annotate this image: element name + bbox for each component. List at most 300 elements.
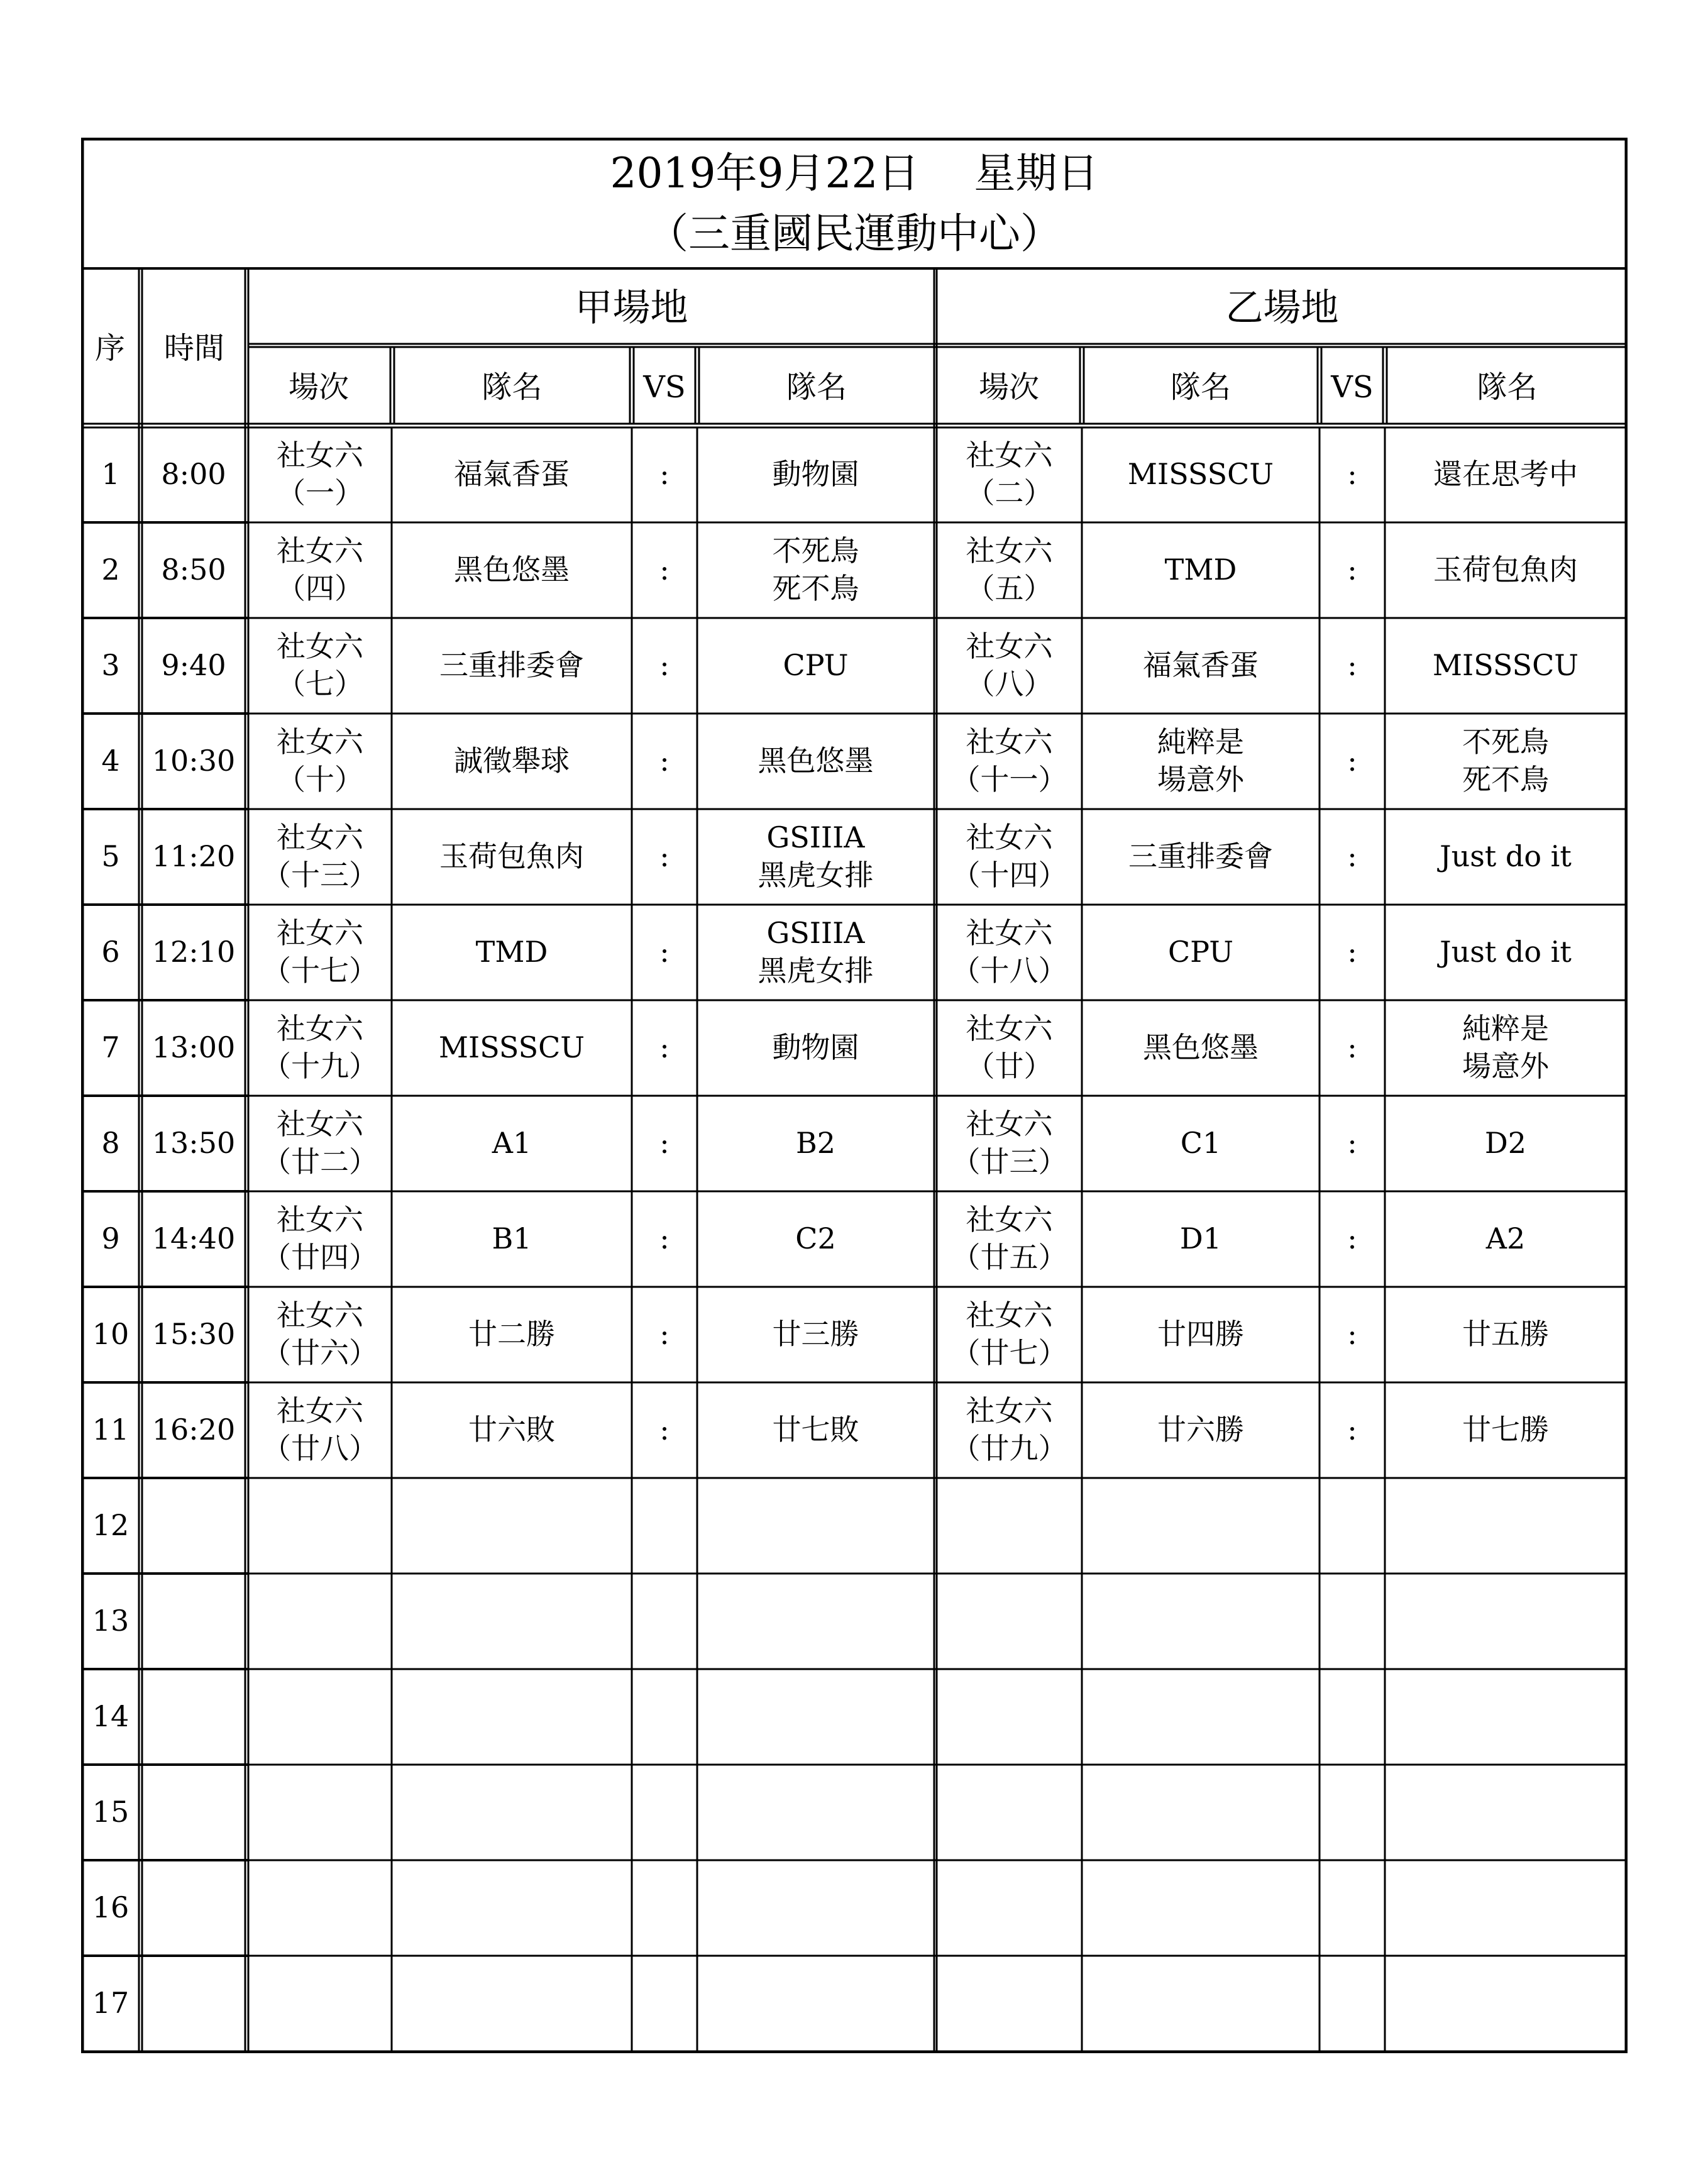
row-11-b-vs	[1320, 1382, 1385, 1478]
cell-text: 場意外	[1462, 1049, 1549, 1083]
row-1-a-vs	[632, 427, 697, 522]
row-11-b-team2	[1385, 1382, 1626, 1478]
row-14-a-team2	[697, 1669, 934, 1765]
cell-text: 不死鳥	[772, 534, 859, 568]
row-3-a-team1	[392, 618, 632, 714]
cell-text: :	[659, 1126, 669, 1160]
cell-text: 13:50	[152, 1126, 236, 1160]
row-3-a-vs	[632, 618, 697, 714]
row-16-seq	[82, 1860, 139, 1956]
row-15-b-match	[937, 1765, 1082, 1860]
row-12-a-team1	[392, 1478, 632, 1574]
row-1-b-team1	[1082, 427, 1320, 522]
cell-text: 社女六	[966, 1107, 1053, 1142]
row-4-a-vs	[632, 714, 697, 809]
cell-text: 3	[101, 648, 120, 683]
cell-text: C1	[1180, 1126, 1221, 1160]
row-3-a-match	[248, 618, 392, 714]
row-2-b-vs	[1320, 522, 1385, 618]
row-9-a-match	[248, 1191, 392, 1287]
row-3-seq	[82, 618, 139, 714]
cell-text: 純粹是	[1462, 1012, 1549, 1046]
row-4-b-team2	[1385, 714, 1626, 809]
cell-text: 社女六	[277, 1394, 363, 1428]
row-3-b-match	[937, 618, 1082, 714]
row-9-b-vs	[1320, 1191, 1385, 1287]
row-15-time	[142, 1765, 245, 1860]
cell-text: 純粹是	[1157, 725, 1244, 759]
row-6-b-vs	[1320, 905, 1385, 1000]
row-2-b-team1	[1082, 522, 1320, 618]
cell-text: （八）	[966, 667, 1053, 701]
cell-text: 社女六	[277, 534, 363, 568]
row-5-b-match	[937, 809, 1082, 905]
cell-text: :	[1347, 457, 1357, 492]
row-3-b-team2	[1385, 618, 1626, 714]
row-5-b-team1	[1082, 809, 1320, 905]
row-3-b-team1	[1082, 618, 1320, 714]
cell-text: MISSSCU	[1432, 648, 1579, 683]
row-17-b-match	[937, 1956, 1082, 2051]
cell-text: 動物園	[772, 457, 859, 492]
cell-text: 9	[101, 1221, 120, 1256]
cell-text: :	[659, 457, 669, 492]
cell-text: :	[1347, 1221, 1357, 1256]
seq-header: 序	[94, 330, 125, 366]
cell-text: :	[1347, 553, 1357, 587]
row-11-a-team2	[697, 1382, 934, 1478]
sheet-header	[81, 138, 1628, 270]
row-3-time	[142, 618, 245, 714]
cell-text: :	[659, 839, 669, 874]
row-6-a-vs	[632, 905, 697, 1000]
row-17-a-match	[248, 1956, 392, 2051]
row-7-b-team1	[1082, 1000, 1320, 1096]
cell-text: 2	[101, 553, 120, 587]
cell-text: 玉荷包魚肉	[439, 839, 584, 874]
cell-text: 社女六	[277, 820, 363, 855]
cell-text: 16:20	[152, 1413, 236, 1447]
row-12-a-match	[248, 1478, 392, 1574]
cell-text: 廿六敗	[468, 1413, 555, 1447]
cell-text: （十）	[277, 763, 363, 797]
row-14-time	[142, 1669, 245, 1765]
row-12-seq	[82, 1478, 139, 1574]
cell-text: 12	[92, 1508, 129, 1543]
cell-text: 15	[92, 1795, 129, 1829]
cell-text: （十一）	[951, 763, 1067, 797]
row-14-a-vs	[632, 1669, 697, 1765]
row-7-b-team2	[1385, 1000, 1626, 1096]
row-6-a-team1	[392, 905, 632, 1000]
cell-text: 13:00	[152, 1030, 236, 1065]
row-8-b-team1	[1082, 1096, 1320, 1191]
cell-text: （十四）	[951, 858, 1067, 892]
row-1-a-team1	[392, 427, 632, 522]
cell-text: （廿八）	[262, 1431, 378, 1465]
cell-text: 誠徵舉球	[454, 744, 570, 778]
row-7-b-vs	[1320, 1000, 1385, 1096]
row-9-a-vs	[632, 1191, 697, 1287]
row-4-seq	[82, 714, 139, 809]
row-11-b-match	[937, 1382, 1082, 1478]
cell-text: 12:10	[152, 935, 236, 969]
row-12-b-match	[937, 1478, 1082, 1574]
cell-text: （十三）	[262, 858, 378, 892]
cell-text: 社女六	[966, 820, 1053, 855]
venue-b-match-header: 場次	[978, 369, 1039, 405]
row-13-b-vs	[1320, 1574, 1385, 1669]
row-5-a-team1	[392, 809, 632, 905]
cell-text: :	[1347, 1126, 1357, 1160]
row-2-time	[142, 522, 245, 618]
row-5-a-vs	[632, 809, 697, 905]
row-14-seq	[82, 1669, 139, 1765]
cell-text: :	[1347, 935, 1357, 969]
cell-text: 死不鳥	[1462, 763, 1549, 797]
row-5-b-vs	[1320, 809, 1385, 905]
row-16-time	[142, 1860, 245, 1956]
cell-text: 社女六	[966, 1394, 1053, 1428]
row-8-a-match	[248, 1096, 392, 1191]
cell-text: MISSSCU	[438, 1030, 585, 1065]
cell-text: :	[1347, 1317, 1357, 1352]
row-6-a-team2	[697, 905, 934, 1000]
row-1-time	[142, 427, 245, 522]
cell-text: （廿六）	[262, 1336, 378, 1370]
cell-text: （二）	[966, 476, 1053, 510]
row-9-a-team2	[697, 1191, 934, 1287]
venue-a-team2-header: 隊名	[786, 369, 847, 405]
cell-text: （十九）	[262, 1049, 378, 1083]
row-11-b-team1	[1082, 1382, 1320, 1478]
cell-text: 場意外	[1157, 763, 1244, 797]
cell-text: 社女六	[277, 725, 363, 759]
cell-text: 15:30	[152, 1317, 236, 1352]
row-14-a-match	[248, 1669, 392, 1765]
cell-text: :	[1347, 1030, 1357, 1065]
row-16-b-team2	[1385, 1860, 1626, 1956]
row-7-time	[142, 1000, 245, 1096]
row-15-a-vs	[632, 1765, 697, 1860]
row-1-a-match	[248, 427, 392, 522]
row-13-b-team2	[1385, 1574, 1626, 1669]
venue-a-team1-header: 隊名	[482, 369, 543, 405]
cell-text: CPU	[1167, 935, 1234, 969]
row-12-a-team2	[697, 1478, 934, 1574]
cell-text: 社女六	[966, 916, 1053, 951]
cell-text: :	[659, 935, 669, 969]
cell-text: 5	[101, 839, 120, 874]
row-6-seq	[82, 905, 139, 1000]
row-8-b-team2	[1385, 1096, 1626, 1191]
row-5-a-team2	[697, 809, 934, 905]
row-4-a-match	[248, 714, 392, 809]
cell-text: 社女六	[966, 438, 1053, 473]
cell-text: 9:40	[161, 648, 226, 683]
cell-text: （廿九）	[951, 1431, 1067, 1465]
row-7-a-match	[248, 1000, 392, 1096]
row-8-a-vs	[632, 1096, 697, 1191]
row-1-seq	[82, 427, 139, 522]
cell-text: A2	[1485, 1221, 1526, 1256]
row-12-time	[142, 1478, 245, 1574]
cell-text: 玉荷包魚肉	[1433, 553, 1578, 587]
row-2-seq	[82, 522, 139, 618]
row-15-seq	[82, 1765, 139, 1860]
cell-text: 10:30	[152, 744, 236, 778]
cell-text: 還在思考中	[1433, 457, 1578, 492]
row-4-a-team1	[392, 714, 632, 809]
cell-text: :	[659, 553, 669, 587]
cell-text: B2	[795, 1126, 836, 1160]
cell-text: :	[659, 1030, 669, 1065]
row-15-b-vs	[1320, 1765, 1385, 1860]
cell-text: （廿二）	[262, 1145, 378, 1179]
cell-text: 13	[92, 1604, 129, 1638]
cell-text: 福氣香蛋	[1143, 648, 1259, 683]
cell-text: 11:20	[152, 839, 236, 874]
cell-text: 黑色悠墨	[1143, 1030, 1259, 1065]
row-10-a-team1	[392, 1287, 632, 1382]
row-14-b-vs	[1320, 1669, 1385, 1765]
cell-text: :	[659, 648, 669, 683]
row-6-time	[142, 905, 245, 1000]
row-14-a-team1	[392, 1669, 632, 1765]
cell-text: （十八）	[951, 954, 1067, 988]
cell-text: :	[1347, 1413, 1357, 1447]
cell-text: D2	[1484, 1126, 1527, 1160]
cell-text: 黑虎女排	[758, 858, 874, 892]
cell-text: 17	[92, 1986, 129, 2020]
cell-text: 社女六	[966, 1298, 1053, 1333]
row-1-b-match	[937, 427, 1082, 522]
row-7-b-match	[937, 1000, 1082, 1096]
cell-text: D1	[1179, 1221, 1222, 1256]
cell-text: 廿六勝	[1157, 1413, 1244, 1447]
cell-text: 6	[101, 935, 120, 969]
cell-text: 社女六	[966, 534, 1053, 568]
row-15-a-match	[248, 1765, 392, 1860]
cell-text: CPU	[783, 648, 849, 683]
cell-text: 14	[92, 1699, 129, 1734]
cell-text: 16	[92, 1890, 129, 1925]
row-14-b-match	[937, 1669, 1082, 1765]
row-5-time	[142, 809, 245, 905]
row-6-a-match	[248, 905, 392, 1000]
venue-b-vs-header: VS	[1331, 369, 1374, 405]
row-16-b-team1	[1082, 1860, 1320, 1956]
row-10-b-match	[937, 1287, 1082, 1382]
row-16-a-team1	[392, 1860, 632, 1956]
venue-b-team2-header: 隊名	[1477, 369, 1538, 405]
cell-text: 黑色悠墨	[454, 553, 570, 587]
row-13-a-match	[248, 1574, 392, 1669]
row-11-a-team1	[392, 1382, 632, 1478]
cell-text: :	[659, 1413, 669, 1447]
row-2-a-team2	[697, 522, 934, 618]
cell-text: :	[1347, 744, 1357, 778]
cell-text: GSIIIA	[766, 916, 865, 951]
row-11-a-vs	[632, 1382, 697, 1478]
schedule-sheet	[81, 138, 1628, 2053]
cell-text: A1	[492, 1126, 532, 1160]
venue-a-match-header: 場次	[288, 369, 349, 405]
row-13-a-vs	[632, 1574, 697, 1669]
row-9-b-team1	[1082, 1191, 1320, 1287]
venue-b-header: 乙場地	[1225, 286, 1339, 330]
row-1-a-team2	[697, 427, 934, 522]
cell-text: （七）	[277, 667, 363, 701]
row-8-time	[142, 1096, 245, 1191]
cell-text: :	[659, 1221, 669, 1256]
cell-text: 11	[92, 1413, 129, 1447]
row-12-a-vs	[632, 1478, 697, 1574]
row-6-b-team2	[1385, 905, 1626, 1000]
cell-text: （五）	[966, 571, 1053, 605]
cell-text: 8	[101, 1126, 120, 1160]
row-11-time	[142, 1382, 245, 1478]
row-5-b-team2	[1385, 809, 1626, 905]
row-17-b-team2	[1385, 1956, 1626, 2051]
cell-text: 社女六	[966, 725, 1053, 759]
row-10-b-vs	[1320, 1287, 1385, 1382]
cell-text: 社女六	[966, 1012, 1053, 1046]
row-17-b-team1	[1082, 1956, 1320, 2051]
row-2-b-match	[937, 522, 1082, 618]
row-10-time	[142, 1287, 245, 1382]
row-12-b-team1	[1082, 1478, 1320, 1574]
row-8-b-vs	[1320, 1096, 1385, 1191]
cell-text: 社女六	[277, 1012, 363, 1046]
cell-text: 8:50	[161, 553, 226, 587]
row-12-b-team2	[1385, 1478, 1626, 1574]
time-header: 時間	[163, 330, 224, 366]
row-8-b-match	[937, 1096, 1082, 1191]
row-17-seq	[82, 1956, 139, 2051]
cell-text: B1	[492, 1221, 532, 1256]
cell-text: TMD	[475, 935, 548, 969]
cell-text: 黑色悠墨	[758, 744, 874, 778]
cell-text: 8:00	[161, 457, 226, 492]
venue-a-vs-header: VS	[643, 369, 686, 405]
row-4-time	[142, 714, 245, 809]
cell-text: 廿二勝	[468, 1317, 555, 1352]
cell-text: （一）	[277, 476, 363, 510]
cell-text: 社女六	[277, 1298, 363, 1333]
row-4-b-match	[937, 714, 1082, 809]
cell-text: 社女六	[277, 629, 363, 664]
cell-text: 社女六	[277, 438, 363, 473]
cell-text: （十七）	[262, 954, 378, 988]
row-10-b-team2	[1385, 1287, 1626, 1382]
row-13-a-team2	[697, 1574, 934, 1669]
cell-text: 三重排委會	[1128, 839, 1273, 874]
cell-text: 社女六	[277, 1203, 363, 1237]
cell-text: 社女六	[277, 916, 363, 951]
row-10-b-team1	[1082, 1287, 1320, 1382]
cell-text: （四）	[277, 571, 363, 605]
row-9-b-team2	[1385, 1191, 1626, 1287]
cell-text: 10	[92, 1317, 129, 1352]
row-13-a-team1	[392, 1574, 632, 1669]
row-12-b-vs	[1320, 1478, 1385, 1574]
cell-text: MISSSCU	[1127, 457, 1274, 492]
cell-text: （廿五）	[951, 1240, 1067, 1274]
cell-text: 社女六	[966, 1203, 1053, 1237]
row-4-b-vs	[1320, 714, 1385, 809]
row-14-b-team2	[1385, 1669, 1626, 1765]
cell-text: 動物園	[772, 1030, 859, 1065]
row-9-time	[142, 1191, 245, 1287]
row-15-a-team2	[697, 1765, 934, 1860]
row-13-time	[142, 1574, 245, 1669]
cell-text: 福氣香蛋	[454, 457, 570, 492]
cell-text: 1	[101, 457, 120, 492]
row-16-a-team2	[697, 1860, 934, 1956]
cell-text: C2	[795, 1221, 836, 1256]
row-13-seq	[82, 1574, 139, 1669]
cell-text: Just do it	[1440, 839, 1572, 874]
venue-a-header: 甲場地	[575, 286, 688, 330]
row-5-seq	[82, 809, 139, 905]
cell-text: 14:40	[152, 1221, 236, 1256]
row-13-b-match	[937, 1574, 1082, 1669]
cell-text: 社女六	[277, 1107, 363, 1142]
row-2-a-vs	[632, 522, 697, 618]
cell-text: 黑虎女排	[758, 954, 874, 988]
row-10-a-vs	[632, 1287, 697, 1382]
cell-text: :	[659, 1317, 669, 1352]
row-8-a-team1	[392, 1096, 632, 1191]
row-6-b-match	[937, 905, 1082, 1000]
row-7-a-vs	[632, 1000, 697, 1096]
row-16-a-vs	[632, 1860, 697, 1956]
row-2-a-match	[248, 522, 392, 618]
cell-text: 7	[101, 1030, 120, 1065]
cell-text: 廿五勝	[1462, 1317, 1549, 1352]
row-4-a-team2	[697, 714, 934, 809]
row-7-a-team1	[392, 1000, 632, 1096]
row-2-a-team1	[392, 522, 632, 618]
row-17-a-team2	[697, 1956, 934, 2051]
row-5-a-match	[248, 809, 392, 905]
row-6-b-team1	[1082, 905, 1320, 1000]
row-15-b-team2	[1385, 1765, 1626, 1860]
row-11-seq	[82, 1382, 139, 1478]
row-8-a-team2	[697, 1096, 934, 1191]
cell-text: 廿四勝	[1157, 1317, 1244, 1352]
row-16-a-match	[248, 1860, 392, 1956]
row-1-b-vs	[1320, 427, 1385, 522]
cell-text: （廿）	[966, 1049, 1053, 1083]
row-9-b-match	[937, 1191, 1082, 1287]
date-line: 2019年9月22日 星期日	[610, 149, 1099, 198]
location-line: （三重國民運動中心）	[647, 209, 1062, 258]
cell-text: （廿四）	[262, 1240, 378, 1274]
row-10-a-match	[248, 1287, 392, 1382]
row-9-a-team1	[392, 1191, 632, 1287]
cell-text: :	[1347, 648, 1357, 683]
row-7-a-team2	[697, 1000, 934, 1096]
row-8-seq	[82, 1096, 139, 1191]
row-11-a-match	[248, 1382, 392, 1478]
row-16-b-vs	[1320, 1860, 1385, 1956]
row-13-b-team1	[1082, 1574, 1320, 1669]
row-2-b-team2	[1385, 522, 1626, 618]
row-10-a-team2	[697, 1287, 934, 1382]
row-16-b-match	[937, 1860, 1082, 1956]
